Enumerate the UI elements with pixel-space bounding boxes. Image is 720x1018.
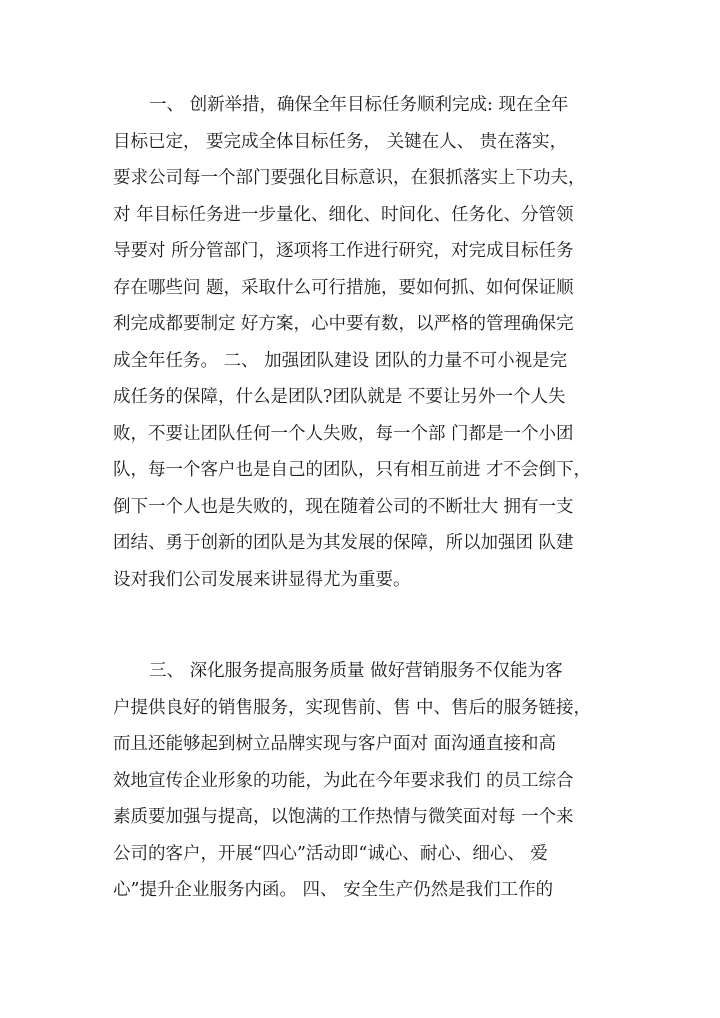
text-line: 败，不要让团队任何一个人失败，每一个部 门都是一个小团 (113, 423, 574, 444)
text-line: 一、 创新举措，确保全年目标任务顺利完成: 现在全年 (149, 95, 569, 115)
text-line: 户提供良好的销售服务，实现售前、售 中、售后的服务链接， (113, 697, 592, 718)
paragraph-2 (113, 653, 633, 909)
text-line: 倒下一个人也是失败的，现在随着公司的不断壮大 拥有一支 (113, 496, 574, 517)
text-line: 团结、勇于创新的团队是为其发展的保障，所以加强团 队建 (113, 533, 574, 553)
text-line: 利完成都要制定 好方案，心中要有数，以严格的管理确保完 (113, 314, 574, 334)
text-line: 要求公司每一个部门要强化目标意识，在狠抓落实上下功夫， (113, 168, 586, 188)
text-line: 三、 深化服务提高服务质量 做好营销服务不仅能为客 (149, 661, 563, 681)
text-line: 心”提升企业服务内函。 四、 安全生产仍然是我们工作的 (113, 880, 554, 900)
text-line: 而且还能够起到树立品牌实现与客户面对 面沟通直接和高 (113, 734, 557, 754)
text-line: 对 年目标任务进一步量化、细化、时间化、任务化、分管领 (113, 204, 574, 225)
text-line: 素质要加强与提高，以饱满的工作热情与微笑面对每 一个来 (113, 807, 574, 827)
text-line: 目标已定， 要完成全体目标任务， 关键在人、 贵在落实， (113, 131, 568, 152)
text-line: 成全年任务。 二、 加强团队建设 团队的力量不可小视是完 (113, 350, 568, 371)
text-line: 效地宣传企业形象的功能，为此在今年要求我们 的员工综合 (113, 770, 574, 791)
text-line: 队，每一个客户也是自己的团队，只有相互前进 才不会倒下， (113, 460, 592, 480)
text-line: 设对我们公司发展来讲显得尤为重要。 (113, 569, 411, 590)
paragraph-1 (113, 87, 633, 598)
text-line: 公司的客户，开展“四心”活动即“诚心、耐心、细心、 爱 (113, 843, 548, 864)
text-line: 存在哪些问 题，采取什么可行措施，要如何抓、如何保证顺 (113, 277, 574, 298)
text-line: 成任务的保障，什么是团队?团队就是 不要让另外一个人失 (113, 387, 566, 407)
text-line: 导要对 所分管部门，逐项将工作进行研究，对完成目标任务 (113, 241, 574, 261)
